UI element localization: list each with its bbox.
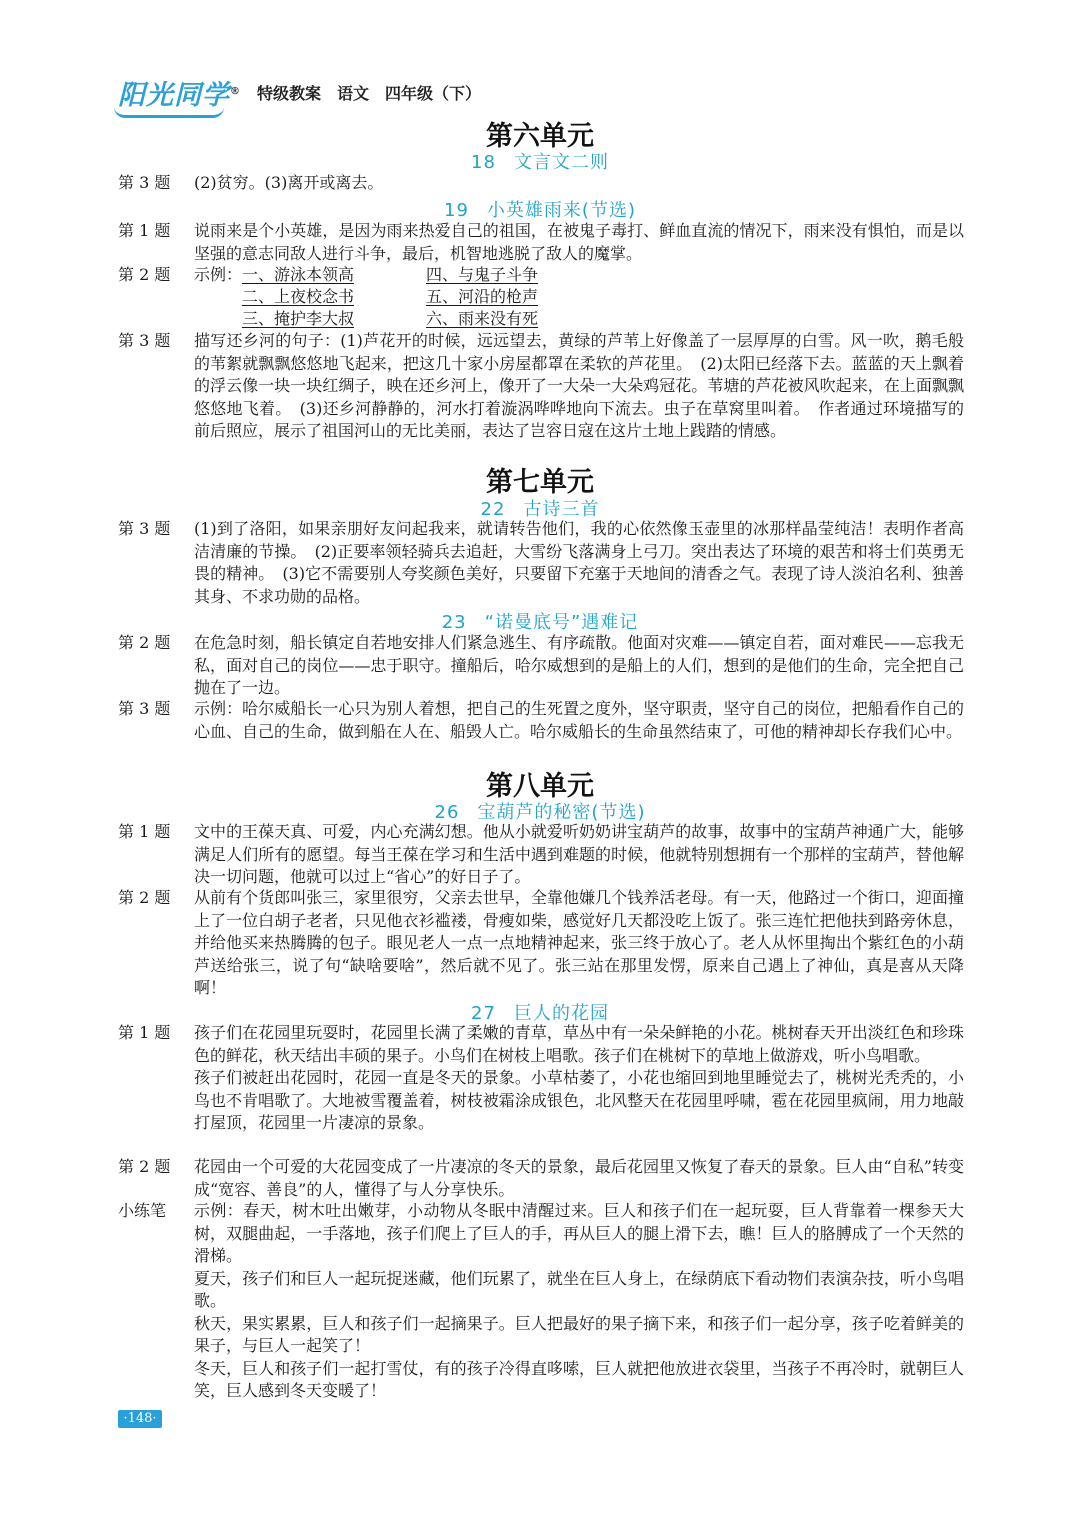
- subject: 语文: [337, 83, 370, 103]
- outline-item: 一、游泳本领高: [242, 265, 355, 284]
- outline-item: 三、掩护李大叔: [242, 309, 355, 328]
- unit-title: 第八单元: [486, 771, 594, 802]
- page-header: [118, 74, 481, 110]
- answer-item: 第 2 题 示例： 一、游泳本领高 二、上夜校念书 三、掩护李大叔 四、与鬼子斗争 五、河沿的枪声 六、雨来没有死: [118, 264, 964, 332]
- brand-logo: 阳光同学®: [118, 73, 241, 112]
- grade: 四年级（下）: [385, 83, 482, 103]
- lesson-heading: 26 宝葫芦的秘密(节选): [434, 802, 646, 823]
- lesson-heading: 19 小英雄雨来(节选): [444, 200, 636, 221]
- unit-title: 第六单元: [486, 121, 594, 152]
- outline-item: 六、雨来没有死: [426, 309, 539, 328]
- book-series: 特级教案: [257, 83, 322, 103]
- outline-item: 四、与鬼子斗争: [426, 265, 539, 284]
- lesson-heading: 18 文言文二则: [471, 152, 609, 173]
- outline-item: 五、河沿的枪声: [426, 287, 539, 306]
- outline-item: 二、上夜校念书: [242, 287, 355, 306]
- lesson-heading: 22 古诗三首: [480, 499, 600, 520]
- unit-title: 第七单元: [486, 467, 594, 498]
- page-number: ·148·: [118, 1410, 162, 1428]
- lesson-heading: 23 “诺曼底号”遇难记: [441, 612, 639, 633]
- lesson-heading: 27 巨人的花园: [471, 1003, 609, 1024]
